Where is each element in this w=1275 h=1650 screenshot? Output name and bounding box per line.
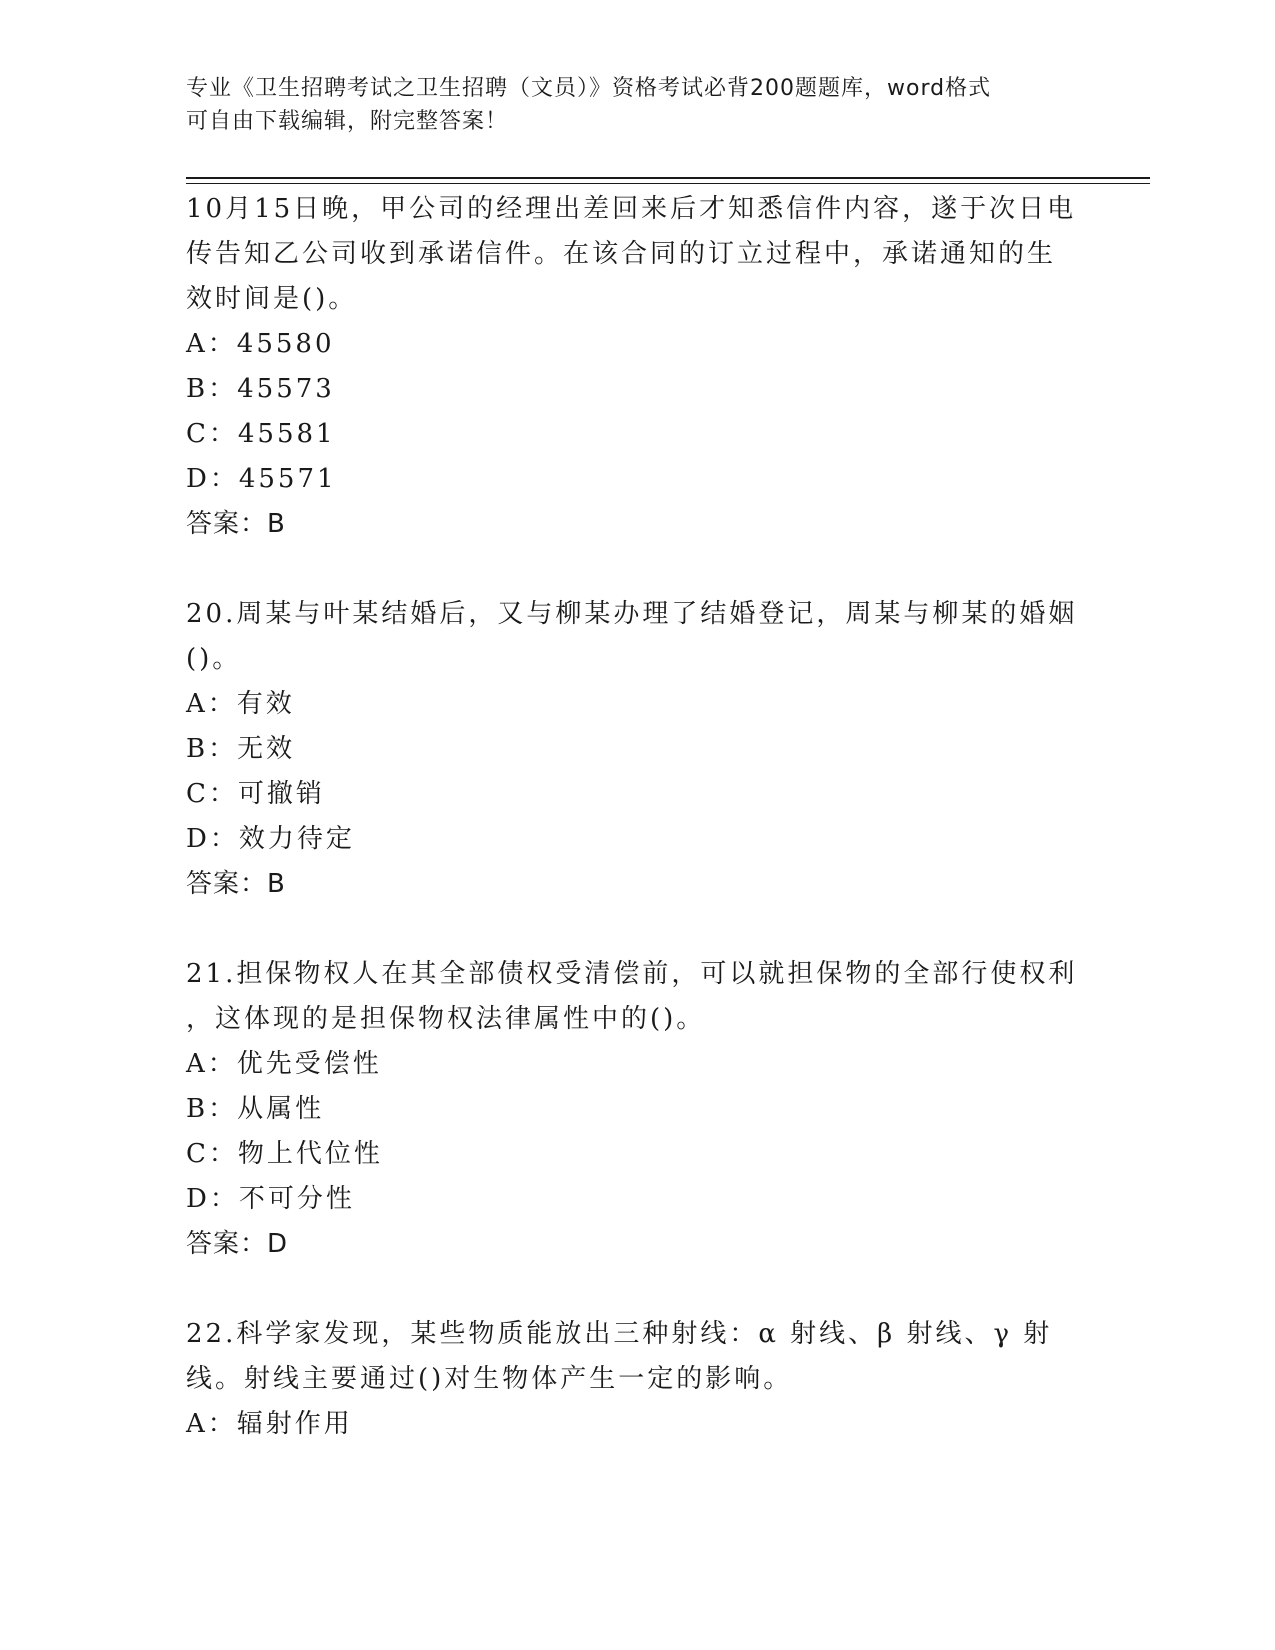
- option-b: B：无效: [186, 734, 296, 764]
- option-c: C：45581: [186, 419, 336, 449]
- question-line: ()。: [186, 644, 242, 674]
- question-text: [186, 1312, 1086, 1402]
- option-b: B：从属性: [186, 1094, 325, 1124]
- answer-line: 答案：D: [186, 1229, 289, 1259]
- answer-line: 答案：B: [186, 509, 286, 539]
- answer-line: 答案：B: [186, 869, 286, 899]
- option-c: C：物上代位性: [186, 1139, 383, 1169]
- header-divider-thin: [186, 183, 1150, 184]
- question-line: 21.担保物权人在其全部债权受清偿前，可以就担保物的全部行使权利: [186, 959, 1078, 989]
- option-a: A：辐射作用: [186, 1409, 353, 1439]
- option-a: A：优先受偿性: [186, 1049, 382, 1079]
- option-a: A：有效: [186, 689, 295, 719]
- question-line: 10月15日晚，甲公司的经理出差回来后才知悉信件内容，遂于次日电: [186, 194, 1077, 224]
- question-block: [186, 187, 1086, 547]
- option-d: D：不可分性: [186, 1184, 355, 1214]
- header-line-2: 可自由下载编辑，附完整答案！: [186, 109, 509, 134]
- question-line: ，这体现的是担保物权法律属性中的()。: [186, 1004, 706, 1034]
- option-a: A：45580: [186, 329, 335, 359]
- question-line: 线。射线主要通过()对生物体产生一定的影响。: [186, 1364, 793, 1394]
- option-d: D：效力待定: [186, 824, 355, 854]
- option-b: B：45573: [186, 374, 335, 404]
- question-line: 22.科学家发现，某些物质能放出三种射线：α 射线、β 射线、γ 射: [186, 1319, 1053, 1349]
- option-d: D：45571: [186, 464, 337, 494]
- question-block: [186, 1312, 1086, 1447]
- question-block: [186, 592, 1086, 907]
- document-header: [186, 72, 1066, 138]
- question-text: [186, 952, 1086, 1042]
- header-line-1: 专业《卫生招聘考试之卫生招聘（文员）》资格考试必背200题题库，word格式: [186, 76, 992, 101]
- question-text: [186, 187, 1086, 322]
- question-line: 传告知乙公司收到承诺信件。在该合同的订立过程中，承诺通知的生: [186, 239, 1057, 269]
- question-list: [186, 187, 1086, 1447]
- option-c: C：可撤销: [186, 779, 325, 809]
- question-block: [186, 952, 1086, 1267]
- question-line: 20.周某与叶某结婚后，又与柳某办理了结婚登记，周某与柳某的婚姻: [186, 599, 1078, 629]
- question-text: [186, 592, 1086, 682]
- header-divider-thick: [186, 177, 1150, 179]
- question-line: 效时间是()。: [186, 284, 358, 314]
